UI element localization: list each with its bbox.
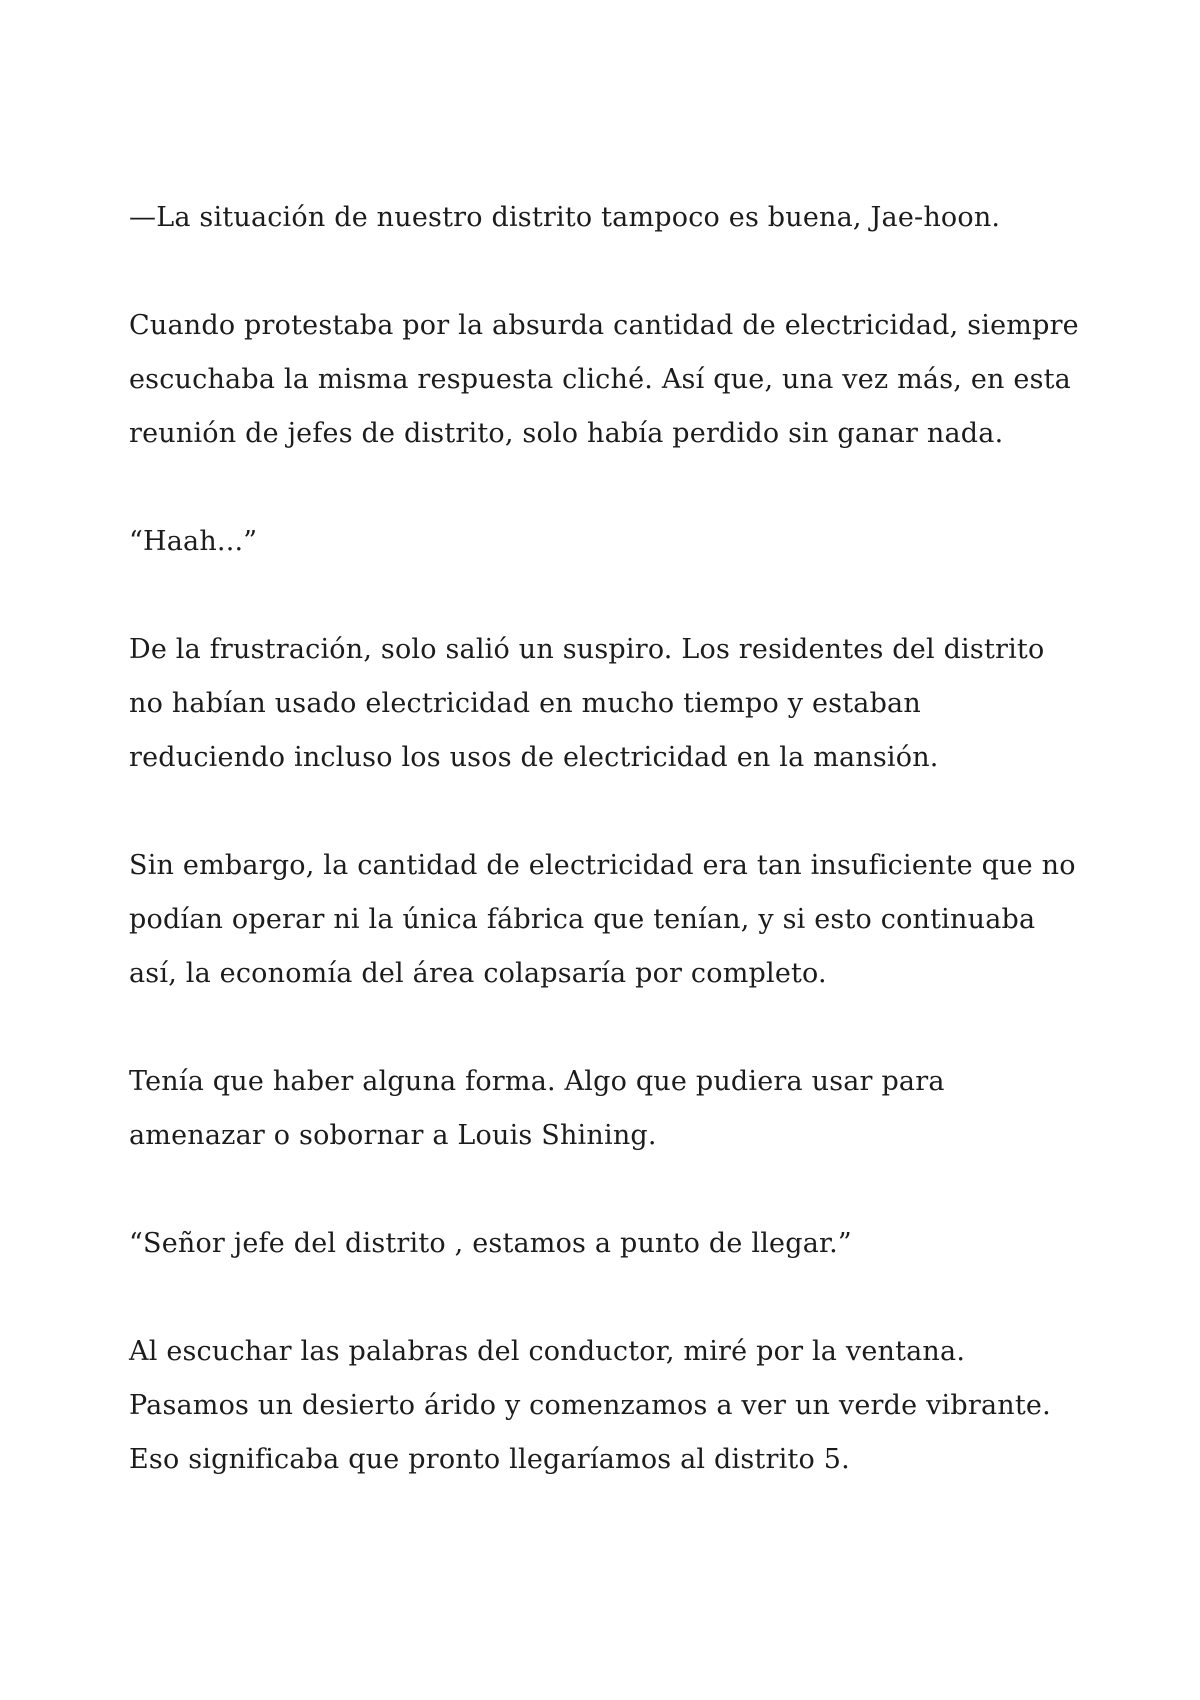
paragraph-some-way: Tenía que haber alguna forma. Algo que pudiera usar para amenazar o sobornar a Louis Shining. bbox=[129, 1066, 945, 1151]
paragraph-dialogue-jae-hoon: —La situación de nuestro distrito tampoco es buena, Jae-hoon. bbox=[129, 202, 1001, 233]
paragraph-window: Al escuchar las palabras del conductor, miré por la ventana. Pasamos un desierto árido y comenzamos a ver un verde vibrante. Eso significaba que pronto llegaríamos al distrito 5. bbox=[129, 1336, 1051, 1475]
paragraph-shortage: Sin embargo, la cantidad de electricidad era tan insuficiente que no podían operar ni la única fábrica que tenían, y si esto continuaba así, la economía del área colapsaría por completo. bbox=[129, 850, 1076, 989]
paragraph-protest: Cuando protestaba por la absurda cantidad de electricidad, siempre escuchaba la misma respuesta cliché. Así que, una vez más, en esta reunión de jefes de distrito, solo había perdido sin ganar nada. bbox=[129, 310, 1079, 449]
paragraph-frustration: De la frustración, solo salió un suspiro. Los residentes del distrito no habían usado electricidad en mucho tiempo y estaban reduciendo incluso los usos de electricidad en la mansión. bbox=[129, 634, 1045, 773]
paragraph-sigh-dialogue: “Haah...” bbox=[129, 526, 258, 557]
paragraph-driver-dialogue: “Señor jefe del distrito , estamos a punto de llegar.” bbox=[129, 1228, 852, 1259]
body-text bbox=[129, 191, 1089, 1541]
